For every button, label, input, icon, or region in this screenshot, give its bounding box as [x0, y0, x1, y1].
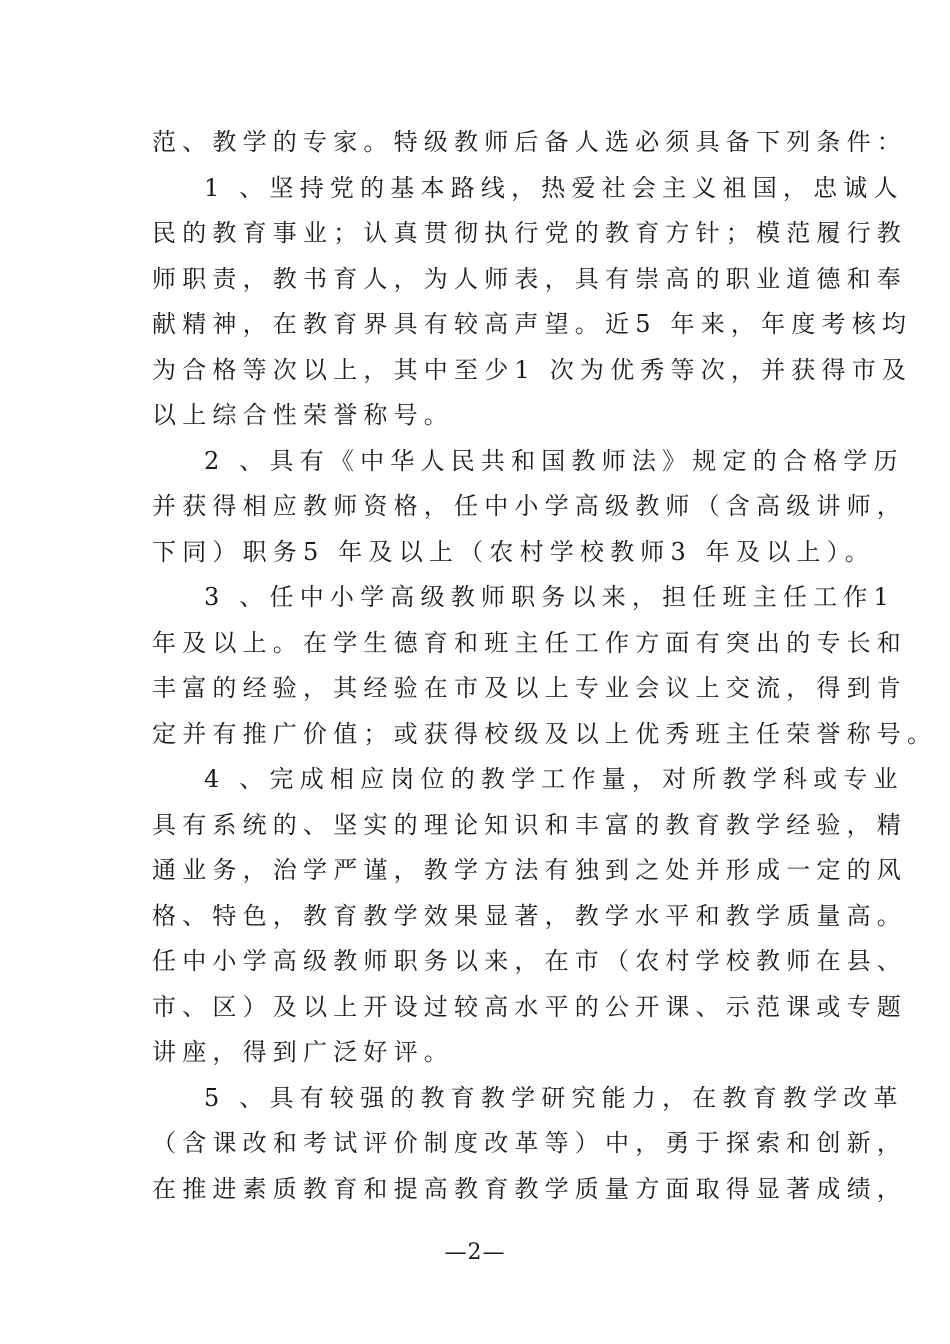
text-line: 年及以上。在学生德育和班主任工作方面有突出的专长和	[152, 628, 907, 657]
text-line: 下同）职务5 年及以上（农村学校教师3 年及以上）。	[152, 537, 875, 566]
text-line: 为合格等次以上，其中至少1 次为优秀等次，并获得市及	[152, 355, 913, 384]
text-line: 2 、具有《中华人民共和国教师法》规定的合格学历	[204, 446, 904, 475]
text-line: 讲座，得到广泛好评。	[152, 1038, 454, 1066]
text-line: 具有系统的、坚实的理论知识和丰富的教育教学经验，精	[152, 810, 907, 839]
text-line: 献精神，在教育界具有较高声望。近5 年来，年度考核均	[152, 310, 913, 338]
text-line: 任中小学高级教师职务以来，在市（农村学校教师在县、	[152, 947, 907, 975]
text-line: 范、教学的专家。特级教师后备人选必须具备下列条件：	[152, 128, 907, 156]
text-line: 5 、具有较强的教育教学研究能力，在教育教学改革	[204, 1083, 904, 1112]
text-line: 丰富的经验，其经验在市及以上专业会议上交流，得到肯	[152, 674, 907, 702]
page-number: —2—	[444, 1240, 506, 1265]
text-line: 师职责，教书育人，为人师表，具有崇高的职业道德和奉	[152, 264, 907, 293]
text-line: （含课改和考试评价制度改革等）中，勇于探索和创新，	[152, 1129, 907, 1157]
text-line: 通业务，治学严谨，教学方法有独到之处并形成一定的风	[152, 856, 907, 884]
text-line: 格、特色，教育教学效果显著，教学水平和教学质量高。	[152, 901, 907, 930]
text-line: 定并有推广价值；或获得校级及以上优秀班主任荣誉称号。	[152, 719, 938, 748]
text-line: 1 、坚持党的基本路线，热爱社会主义祖国，忠诚人	[204, 173, 904, 202]
text-line: 市、区）及以上开设过较高水平的公开课、示范课或专题	[152, 992, 907, 1021]
text-line: 在推进素质教育和提高教育教学质量方面取得显著成绩，	[152, 1174, 907, 1203]
text-line: 4 、完成相应岗位的教学工作量，对所教学科或专业	[204, 765, 904, 793]
text-line: 以上综合性荣誉称号。	[152, 401, 454, 429]
text-line: 民的教育事业；认真贯彻执行党的教育方针；模范履行教	[152, 219, 907, 247]
text-line: 并获得相应教师资格，任中小学高级教师（含高级讲师，	[152, 492, 907, 520]
text-line: 3 、任中小学高级教师职务以来，担任班主任工作1	[204, 583, 895, 611]
body-text	[152, 120, 938, 1212]
